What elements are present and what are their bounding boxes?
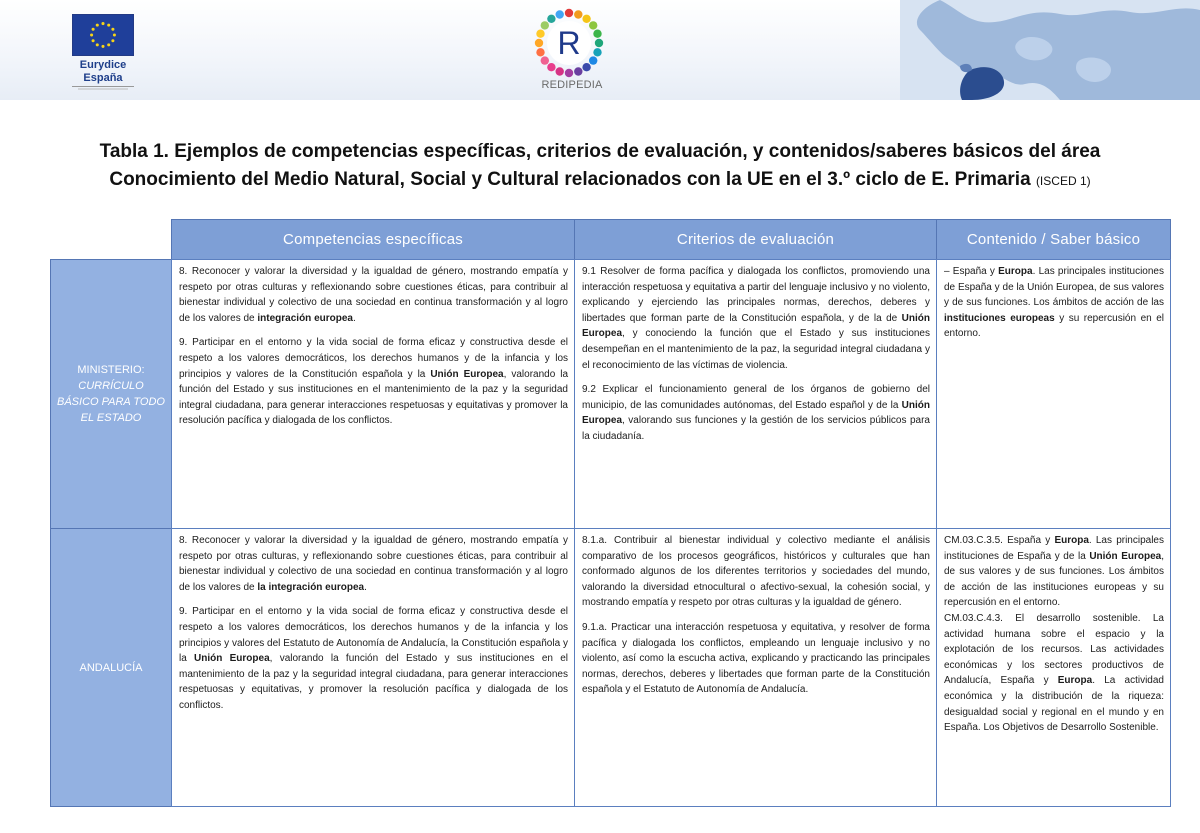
europe-map-image bbox=[900, 0, 1200, 100]
eurydice-country: España bbox=[83, 72, 123, 84]
row-label-andalucia: ANDALUCÍA bbox=[50, 528, 172, 807]
eurydice-fineprint bbox=[58, 85, 148, 92]
paragraph: 9.2 Explicar el funcionamiento general de los órganos de gobierno del municipio, de las comunidades autónomas, del Estado español y de la Unión Europea, valorando sus funciones y la gestión de los servicios públicos para la ciudadanía. bbox=[582, 384, 930, 442]
competencias-table bbox=[50, 219, 1170, 806]
redipedia-name: REDIPEDIA bbox=[541, 79, 603, 91]
redipedia-ring-icon bbox=[534, 8, 604, 78]
header-banner bbox=[0, 0, 1200, 100]
header-competencias: Competencias específicas bbox=[171, 219, 575, 260]
paragraph: CM.03.C.4.3. El desarrollo sostenible. La actividad humana sobre el espacio y la explotación de los recursos. Las actividades económicas y los sectores productivos de Andalucía, España y Europa. La actividad económica y la distribución de la riqueza: desigualdad social y regional en el mundo y en España. Los Objetivos de Desarrollo Sostenible. bbox=[944, 612, 1164, 734]
table-corner bbox=[50, 219, 172, 260]
andalucia-criterios bbox=[574, 528, 937, 807]
paragraph: – España y Europa. Las principales instituciones de España y de la Unión Europea, de sus valores y de sus funciones. Los ámbitos de acción de las instituciones europeas y su repercusión en el entorno. bbox=[944, 266, 1164, 340]
svg-text:R: R bbox=[557, 25, 581, 61]
eu-flag-icon bbox=[72, 14, 134, 56]
ministerio-criterios bbox=[574, 259, 937, 529]
paragraph: 8. Reconocer y valorar la diversidad y la igualdad de género, mostrando empatía y respeto por otras culturas, y reflexionando sobre cuestiones éticas, para contribuir al bienestar individual y colectivo de una sociedad en continua transformación y al logro de los valores de la integración europea. bbox=[179, 535, 568, 593]
paragraph: 9.1.a. Practicar una interacción respetuosa y equitativa, y resolver de forma pacífica y dialogada los conflictos, empleando un lenguaje inclusivo y no violento, así como la escucha activa, explicando y practicando las principales normas, derechos, deberes y libertades que forman parte de la Constitución española y el Estatuto de Autonomía de Andalucía. bbox=[582, 621, 930, 696]
andalucia-contenido bbox=[936, 528, 1171, 807]
header-criterios: Criterios de evaluación bbox=[574, 219, 937, 260]
isced-label: (ISCED 1) bbox=[1035, 174, 1091, 188]
eurydice-name: Eurydice bbox=[79, 59, 127, 71]
paragraph: 8.1.a. Contribuir al bienestar individual y colectivo mediante el análisis comparativo de los procesos geográficos, históricos y culturales que han conformado algunos de los diferentes territorios y sociedades del mundo, valorando la diversidad etnocultural o afectivo-sexual, la cohesión social, y mostrando empatía y respeto por otras culturas y la igualdad de género. bbox=[582, 535, 930, 609]
paragraph: 9. Participar en el entorno y la vida social de forma eficaz y constructiva desde el respeto a los valores democráticos, los derechos humanos y de la infancia y los principios y valores del Estatuto de Autonomía de Andalucía, la Constitución española y la Unión Europea, valorando la función del Estado y sus instituciones en el mantenimiento de la paz y la seguridad integral ciudadana, para generar interacciones respetuosas y equitativas, y promover la resolución pacífica y dialogada de los conflictos. bbox=[179, 606, 568, 711]
ministerio-competencias bbox=[171, 259, 575, 529]
paragraph: 9. Participar en el entorno y la vida social de forma eficaz y constructiva desde el respeto a los valores democráticos, los derechos humanos y de la infancia y los principios y valores de la Constitución española y la Unión Europea, valorando la función del Estado y sus instituciones en el mantenimiento de la paz y la seguridad integral ciudadana, para generar interacciones respetuosas y equitativas y promover la resolución pacífica y dialogada de los conflictos. bbox=[179, 337, 569, 427]
table-title bbox=[40, 138, 1160, 195]
andalucia-competencias bbox=[171, 528, 575, 807]
table-title-line2: Conocimiento del Medio Natural, Social y Cultural relacionados con la UE en el 3.º ciclo de E. Primaria (ISCED 1) bbox=[109, 169, 1091, 190]
ministerio-contenido bbox=[936, 259, 1171, 529]
paragraph: 9.1 Resolver de forma pacífica y dialogada los conflictos, promoviendo una interacción respetuosa y equitativa a partir del lenguaje inclusivo y no violento, explicando y ejerciendo las principales normas, derechos, deberes y libertades que forman parte de la Constitución española, y de la de Unión Europea, y conociendo la función que el Estado y sus instituciones desempeñan en el mantenimiento de la paz, la seguridad integral ciudadana y el reconocimiento de las víctimas de violencia. bbox=[582, 266, 930, 371]
row-label-ministerio: MINISTERIO: CURRÍCULO BÁSICO PARA TODO EL ESTADO bbox=[50, 259, 172, 529]
header-contenido: Contenido / Saber básico bbox=[936, 219, 1171, 260]
table-title-line1: Tabla 1. Ejemplos de competencias específicas, criterios de evaluación, y contenidos/saberes básicos del área bbox=[99, 141, 1101, 162]
paragraph: CM.03.C.3.5. España y Europa. Las principales instituciones de España y de la Unión Europea, de sus valores y de sus funciones. Los ámbitos de acción de las instituciones europeas y su repercusión en el entorno. bbox=[944, 535, 1164, 609]
redipedia-logo bbox=[528, 8, 618, 96]
paragraph: 8. Reconocer y valorar la diversidad y la igualdad de género, mostrando empatía y respeto por otras culturas y reflexionando sobre cuestiones éticas, para contribuir al bienestar individual y colectivo de una sociedad en continua transformación y al logro de los valores de integración europea. bbox=[179, 266, 568, 324]
eurydice-logo bbox=[58, 14, 148, 94]
